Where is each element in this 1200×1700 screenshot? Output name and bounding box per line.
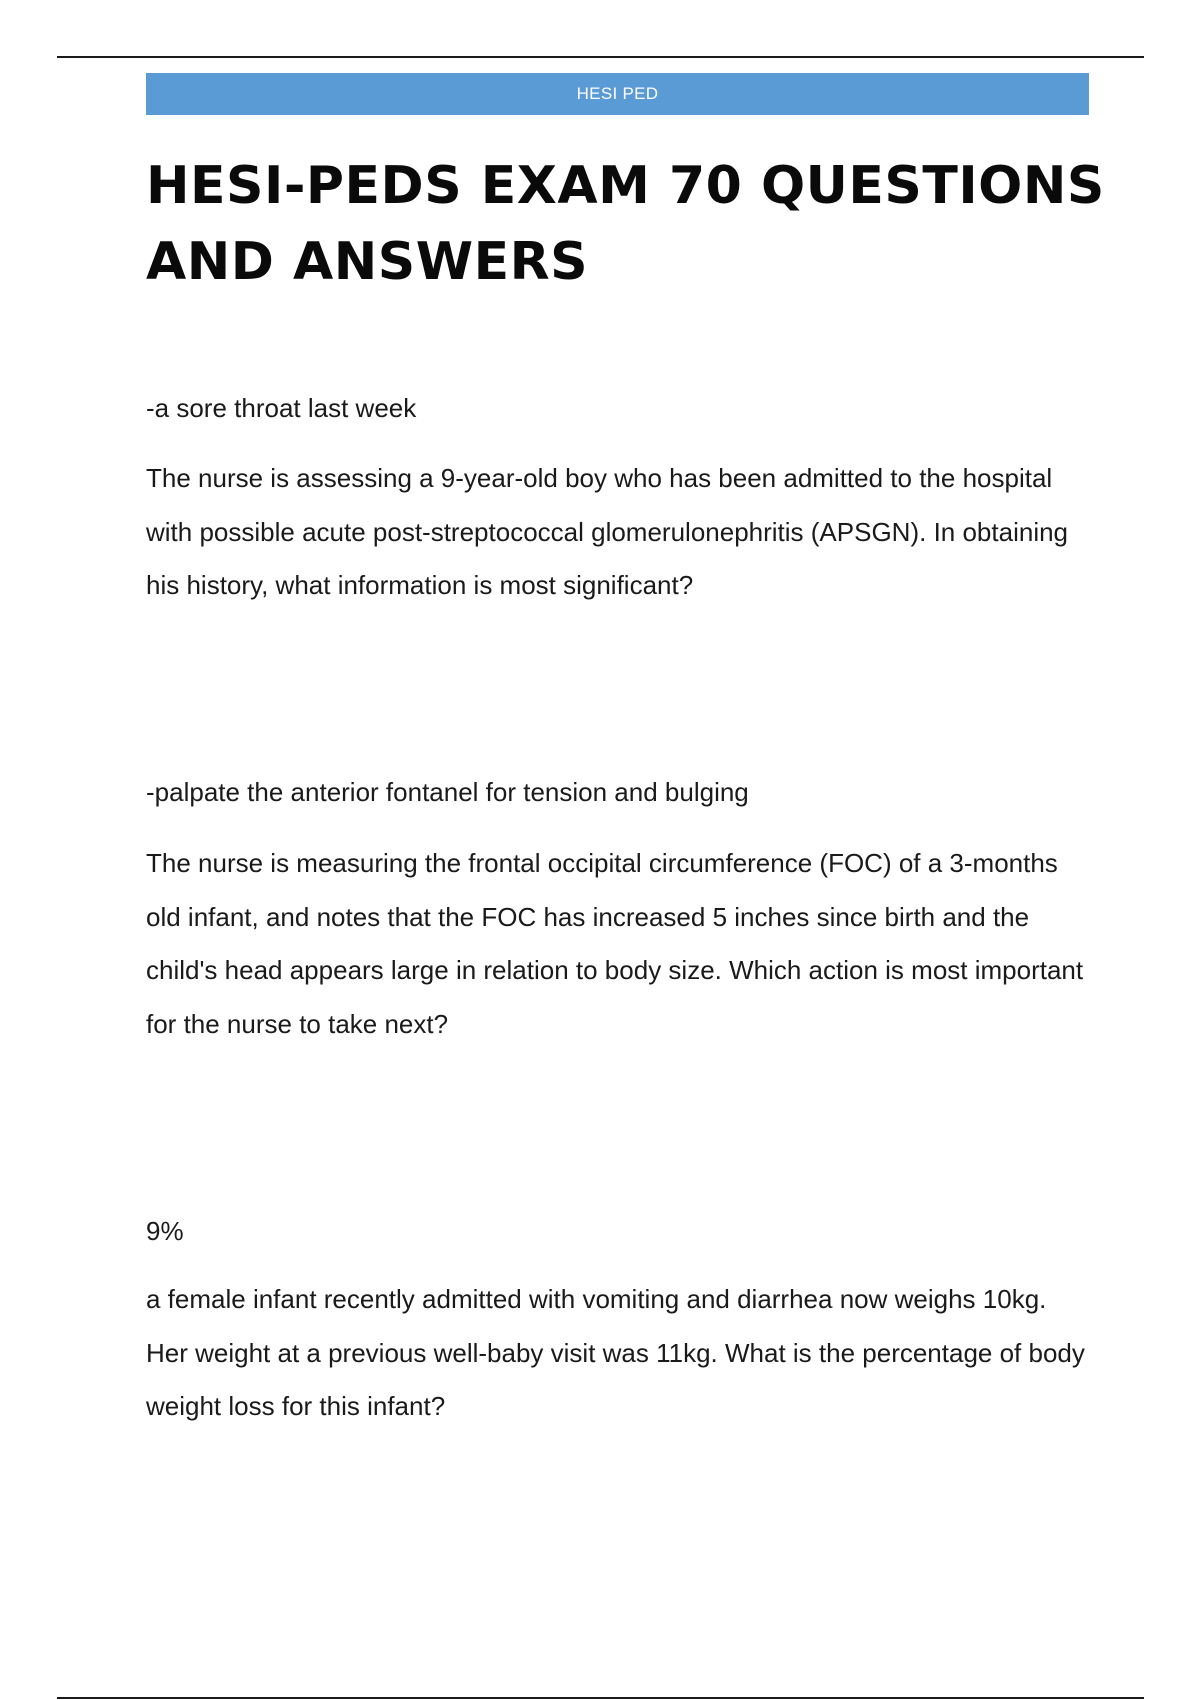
bottom-rule [57,1697,1144,1699]
qa-item-3-question-block [146,1273,1086,1434]
answer-text: -a sore throat last week [146,393,417,423]
qa-item-2-answer-block [146,776,1086,808]
answer-text: 9% [146,1216,184,1246]
header-label: HESI PED [576,84,659,103]
document-header-bar [146,73,1089,115]
qa-item-3-answer-block [146,1215,1086,1247]
question-text: a female infant recently admitted with vomiting and diarrhea now weighs 10kg. Her weight at a previous well-baby visit was 11kg. What is the percentage of body weight loss for this infant? [146,1284,1085,1421]
question-text: The nurse is assessing a 9-year-old boy who has been admitted to the hospital with possible acute post-streptococcal glomerulonephritis (APSGN). In obtaining his history, what information is most significant? [146,463,1069,600]
question-text: The nurse is measuring the frontal occipital circumference (FOC) of a 3-months old infant, and notes that the FOC has increased 5 inches since birth and the child's head appears large in relation to body size. Which action is most important for the nurse to take next? [146,848,1084,1039]
document-title: HESI-PEDS EXAM 70 QUESTIONS AND ANSWERS [146,156,1105,292]
qa-item-2-question-block [146,837,1086,1051]
qa-item-1-answer-block [146,392,1086,424]
top-rule [57,56,1144,58]
answer-text: -palpate the anterior fontanel for tension and bulging [146,777,749,807]
qa-item-1-question-block [146,452,1086,613]
